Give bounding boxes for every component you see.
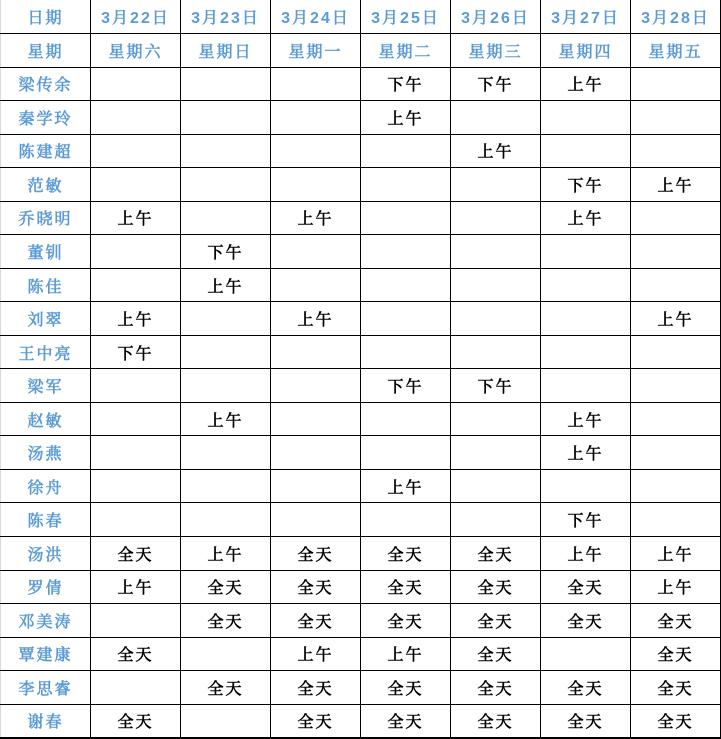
schedule-row <box>1 235 721 269</box>
shift-cell <box>181 302 271 336</box>
shift-cell: 全天 <box>271 704 361 738</box>
shift-cell: 全天 <box>271 604 361 638</box>
shift-cell <box>361 268 451 302</box>
person-name-cell: 徐舟 <box>1 469 91 503</box>
person-name-cell: 梁传余 <box>1 67 91 101</box>
shift-cell <box>541 101 631 135</box>
date-header-cell: 3月22日 <box>91 0 181 34</box>
shift-cell <box>361 335 451 369</box>
shift-cell <box>181 168 271 202</box>
schedule-row <box>1 436 721 470</box>
shift-cell <box>361 168 451 202</box>
shift-cell <box>181 637 271 671</box>
shift-cell: 全天 <box>541 604 631 638</box>
shift-cell: 下午 <box>91 335 181 369</box>
person-name-cell: 覃建康 <box>1 637 91 671</box>
schedule-row <box>1 101 721 135</box>
shift-cell: 全天 <box>541 671 631 705</box>
schedule-row <box>1 503 721 537</box>
shift-cell <box>451 469 541 503</box>
weekday-header-cell: 星期三 <box>451 34 541 68</box>
weekday-header-row <box>1 34 721 68</box>
schedule-row <box>1 369 721 403</box>
shift-cell <box>181 201 271 235</box>
shift-cell <box>361 134 451 168</box>
shift-cell <box>451 436 541 470</box>
schedule-row <box>1 67 721 101</box>
person-name-cell: 邓美涛 <box>1 604 91 638</box>
shift-cell <box>451 302 541 336</box>
shift-cell: 上午 <box>541 436 631 470</box>
schedule-row <box>1 134 721 168</box>
shift-cell <box>541 134 631 168</box>
person-name-cell: 陈春 <box>1 503 91 537</box>
shift-cell: 全天 <box>451 537 541 571</box>
shift-cell <box>361 402 451 436</box>
shift-cell <box>271 469 361 503</box>
person-name-cell: 董钏 <box>1 235 91 269</box>
shift-cell: 上午 <box>91 201 181 235</box>
person-name-cell: 梁军 <box>1 369 91 403</box>
shift-cell: 全天 <box>541 704 631 738</box>
shift-cell: 上午 <box>631 302 721 336</box>
date-header-cell: 3月28日 <box>631 0 721 34</box>
schedule-row <box>1 704 721 738</box>
shift-cell: 下午 <box>451 369 541 403</box>
shift-cell <box>271 369 361 403</box>
shift-cell <box>91 101 181 135</box>
weekday-header-cell: 星期一 <box>271 34 361 68</box>
shift-cell <box>181 436 271 470</box>
person-name-cell: 秦学玲 <box>1 101 91 135</box>
schedule-row <box>1 537 721 571</box>
shift-cell <box>91 671 181 705</box>
shift-cell <box>271 168 361 202</box>
schedule-row <box>1 604 721 638</box>
shift-cell <box>361 302 451 336</box>
shift-cell <box>181 369 271 403</box>
shift-cell: 全天 <box>631 604 721 638</box>
shift-cell: 上午 <box>271 201 361 235</box>
shift-cell <box>181 704 271 738</box>
shift-cell: 上午 <box>361 469 451 503</box>
shift-cell: 全天 <box>631 704 721 738</box>
shift-cell <box>451 402 541 436</box>
shift-cell <box>91 604 181 638</box>
shift-cell <box>181 101 271 135</box>
shift-cell: 上午 <box>181 537 271 571</box>
schedule-row <box>1 570 721 604</box>
shift-cell <box>541 335 631 369</box>
person-name-cell: 刘翠 <box>1 302 91 336</box>
shift-cell <box>541 235 631 269</box>
schedule-row <box>1 268 721 302</box>
shift-cell: 全天 <box>451 704 541 738</box>
shift-cell: 全天 <box>181 671 271 705</box>
shift-cell: 上午 <box>271 302 361 336</box>
weekday-header-cell: 星期二 <box>361 34 451 68</box>
shift-cell <box>451 268 541 302</box>
weekday-header-label: 星期 <box>1 34 91 68</box>
shift-cell: 上午 <box>271 637 361 671</box>
shift-cell <box>91 67 181 101</box>
shift-cell <box>181 469 271 503</box>
shift-cell: 上午 <box>451 134 541 168</box>
shift-cell: 上午 <box>541 201 631 235</box>
person-name-cell: 汤洪 <box>1 537 91 571</box>
shift-cell <box>451 201 541 235</box>
date-header-label: 日期 <box>1 0 91 34</box>
weekday-header-cell: 星期五 <box>631 34 721 68</box>
schedule-row <box>1 168 721 202</box>
shift-cell: 上午 <box>181 268 271 302</box>
shift-cell <box>91 168 181 202</box>
shift-cell <box>91 402 181 436</box>
shift-cell <box>631 268 721 302</box>
person-name-cell: 罗倩 <box>1 570 91 604</box>
shift-cell <box>631 335 721 369</box>
shift-cell: 全天 <box>361 570 451 604</box>
shift-cell <box>271 268 361 302</box>
date-header-cell: 3月27日 <box>541 0 631 34</box>
shift-cell: 全天 <box>541 570 631 604</box>
shift-cell: 上午 <box>631 537 721 571</box>
shift-cell <box>91 436 181 470</box>
shift-cell: 上午 <box>91 302 181 336</box>
shift-cell <box>361 436 451 470</box>
shift-cell <box>271 402 361 436</box>
shift-cell <box>541 637 631 671</box>
person-name-cell: 范敏 <box>1 168 91 202</box>
shift-cell <box>541 268 631 302</box>
schedule-row <box>1 302 721 336</box>
schedule-table-body <box>1 0 721 738</box>
shift-cell <box>541 369 631 403</box>
date-header-row <box>1 0 721 34</box>
weekday-header-cell: 星期六 <box>91 34 181 68</box>
shift-cell <box>271 101 361 135</box>
shift-cell <box>361 201 451 235</box>
shift-cell: 上午 <box>91 570 181 604</box>
shift-cell: 上午 <box>361 637 451 671</box>
shift-cell <box>631 503 721 537</box>
shift-cell <box>631 235 721 269</box>
shift-cell: 全天 <box>361 671 451 705</box>
schedule-row <box>1 469 721 503</box>
shift-cell <box>631 402 721 436</box>
shift-cell <box>91 369 181 403</box>
shift-cell <box>91 235 181 269</box>
shift-cell: 全天 <box>361 604 451 638</box>
shift-cell: 全天 <box>451 604 541 638</box>
person-name-cell: 李思睿 <box>1 671 91 705</box>
shift-cell <box>181 134 271 168</box>
person-name-cell: 汤燕 <box>1 436 91 470</box>
shift-cell: 下午 <box>181 235 271 269</box>
shift-cell <box>91 469 181 503</box>
shift-cell <box>271 134 361 168</box>
shift-cell: 上午 <box>541 67 631 101</box>
shift-cell: 全天 <box>271 671 361 705</box>
shift-cell: 上午 <box>361 101 451 135</box>
shift-cell: 全天 <box>361 704 451 738</box>
shift-cell <box>271 67 361 101</box>
weekday-header-cell: 星期日 <box>181 34 271 68</box>
person-name-cell: 乔晓明 <box>1 201 91 235</box>
shift-cell <box>181 503 271 537</box>
shift-cell: 全天 <box>181 570 271 604</box>
shift-cell: 下午 <box>451 67 541 101</box>
shift-cell <box>631 369 721 403</box>
shift-cell: 全天 <box>181 604 271 638</box>
weekday-header-cell: 星期四 <box>541 34 631 68</box>
shift-cell <box>631 201 721 235</box>
shift-cell <box>451 503 541 537</box>
shift-cell <box>181 67 271 101</box>
shift-cell <box>181 335 271 369</box>
shift-cell: 全天 <box>91 704 181 738</box>
shift-cell <box>631 436 721 470</box>
shift-cell: 全天 <box>361 537 451 571</box>
shift-cell <box>271 235 361 269</box>
shift-cell: 全天 <box>451 570 541 604</box>
person-name-cell: 陈建超 <box>1 134 91 168</box>
shift-cell: 下午 <box>541 503 631 537</box>
shift-cell <box>361 503 451 537</box>
shift-cell <box>91 503 181 537</box>
person-name-cell: 谢春 <box>1 704 91 738</box>
person-name-cell: 赵敏 <box>1 402 91 436</box>
date-header-cell: 3月23日 <box>181 0 271 34</box>
schedule-row <box>1 201 721 235</box>
shift-cell: 上午 <box>631 570 721 604</box>
shift-cell: 全天 <box>271 537 361 571</box>
shift-cell <box>91 134 181 168</box>
date-header-cell: 3月24日 <box>271 0 361 34</box>
schedule-row <box>1 335 721 369</box>
shift-cell <box>541 302 631 336</box>
shift-cell <box>451 335 541 369</box>
shift-cell <box>91 268 181 302</box>
shift-cell: 全天 <box>451 637 541 671</box>
shift-cell: 上午 <box>541 402 631 436</box>
shift-cell: 下午 <box>361 369 451 403</box>
shift-cell <box>271 503 361 537</box>
shift-cell <box>631 101 721 135</box>
shift-cell: 全天 <box>631 637 721 671</box>
shift-cell: 全天 <box>271 570 361 604</box>
shift-cell: 全天 <box>451 671 541 705</box>
person-name-cell: 王中亮 <box>1 335 91 369</box>
shift-cell <box>631 469 721 503</box>
shift-cell <box>361 235 451 269</box>
shift-cell: 上午 <box>541 537 631 571</box>
shift-cell <box>271 335 361 369</box>
shift-cell <box>451 168 541 202</box>
person-name-cell: 陈佳 <box>1 268 91 302</box>
shift-cell <box>451 101 541 135</box>
shift-cell: 下午 <box>361 67 451 101</box>
shift-cell: 下午 <box>541 168 631 202</box>
shift-cell <box>271 436 361 470</box>
shift-cell: 全天 <box>91 637 181 671</box>
shift-cell: 上午 <box>631 168 721 202</box>
shift-cell: 全天 <box>91 537 181 571</box>
shift-cell <box>631 67 721 101</box>
shift-cell <box>541 469 631 503</box>
date-header-cell: 3月26日 <box>451 0 541 34</box>
shift-cell: 全天 <box>631 671 721 705</box>
date-header-cell: 3月25日 <box>361 0 451 34</box>
schedule-row <box>1 402 721 436</box>
shift-cell <box>631 134 721 168</box>
schedule-row <box>1 637 721 671</box>
shift-cell: 上午 <box>181 402 271 436</box>
shift-cell <box>451 235 541 269</box>
schedule-row <box>1 671 721 705</box>
